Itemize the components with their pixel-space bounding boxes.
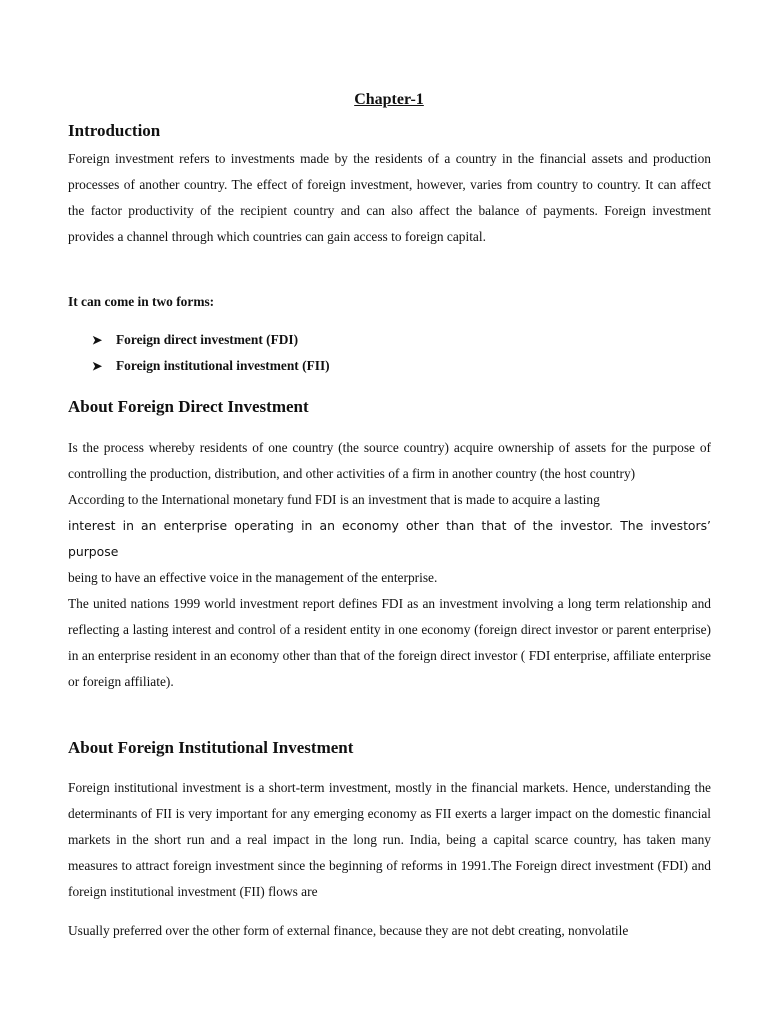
list-item — [68, 353, 711, 379]
arrow-bullet-icon: ➤ — [92, 359, 103, 373]
intro-heading: Introduction — [68, 121, 161, 140]
fii-body-2 — [68, 918, 711, 944]
list-item — [68, 327, 711, 353]
fdi-paragraph-2-end: being to have an effective voice in the management of the enterprise. — [68, 570, 438, 585]
fdi-paragraph-1: Is the process whereby residents of one country (the source country) acquire ownership of assets for the purpose of controlling the production, distribution, and other activities of a firm in another country (the host country) — [68, 440, 711, 481]
fii-paragraph-2: Usually preferred over the other form of external finance, because they are not debt creating, nonvolatile — [68, 923, 629, 938]
fdi-heading-block — [68, 397, 711, 417]
forms-label-block — [68, 289, 711, 315]
fdi-paragraph-2-start: According to the International monetary fund FDI is an investment that is made to acquire a lasting — [68, 492, 600, 507]
fdi-heading: About Foreign Direct Investment — [68, 397, 309, 416]
chapter-title: Chapter-1 — [354, 91, 424, 108]
fii-heading-block — [68, 738, 711, 758]
fdi-body — [68, 435, 711, 695]
fii-body — [68, 775, 711, 905]
fii-heading: About Foreign Institutional Investment — [68, 738, 354, 757]
forms-list-block — [68, 327, 711, 379]
forms-label: It can come in two forms: — [68, 294, 215, 309]
list-item-label: Foreign direct investment (FDI) — [116, 332, 299, 347]
forms-list — [68, 327, 711, 379]
intro-paragraph: Foreign investment refers to investments made by the residents of a country in the financial assets and production processes of another country. The effect of foreign investment, however, varies from country to country. It can affect the factor productivity of the recipient country and can also affect the balance of payments. Foreign investment provides a channel through which countries can gain access to foreign capital. — [68, 151, 711, 244]
list-item-label: Foreign institutional investment (FII) — [116, 358, 330, 373]
intro-paragraph-block — [68, 146, 711, 250]
fdi-paragraph-2-mid: interest in an enterprise operating in an economy other than that of the investor. The investors’ purpose — [68, 518, 711, 559]
fii-paragraph-1: Foreign institutional investment is a short-term investment, mostly in the financial markets. Hence, understanding the determinants of FII is very important for any emerging economy as FII exerts a larger impact on the domestic financial markets in the short run and a real impact in the long run. India, being a capital scarce country, has taken many measures to attract foreign investment since the beginning of reforms in 1991.The Foreign direct investment (FDI) and foreign institutional investment (FII) flows are — [68, 780, 711, 899]
intro-section — [68, 121, 711, 141]
arrow-bullet-icon: ➤ — [92, 333, 103, 347]
fdi-paragraph-3: The united nations 1999 world investment report defines FDI as an investment involving a long term relationship and reflecting a lasting interest and control of a resident entity in one economy (foreign direct investor or parent enterprise) in an enterprise resident in an economy other than that of the foreign direct investor ( FDI enterprise, affiliate enterprise or foreign affiliate). — [68, 596, 711, 689]
